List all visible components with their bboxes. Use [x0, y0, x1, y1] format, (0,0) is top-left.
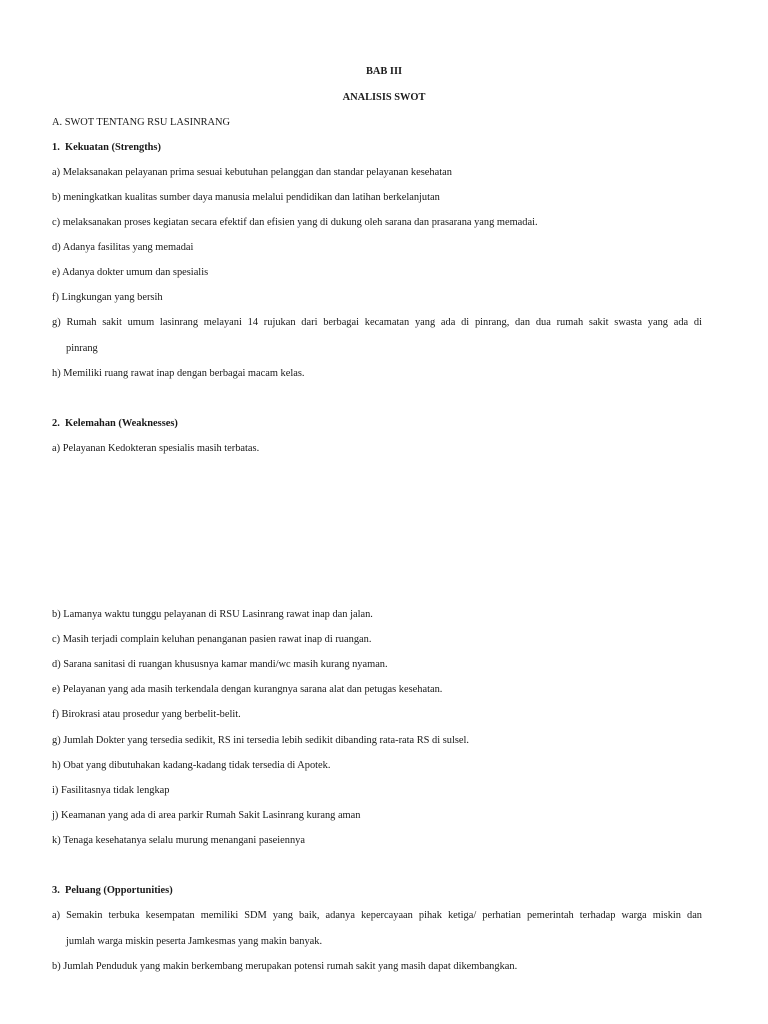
- item-text: Melaksanakan pelayanan prima sesuai kebutuhan pelanggan dan standar pelayanan kesehatan: [62, 167, 452, 178]
- item-text: Birokrasi atau prosedur yang berbelit-belit.: [61, 709, 241, 720]
- item-text: Memiliki ruang rawat inap dengan berbagai macam kelas.: [63, 368, 305, 379]
- list-item: [52, 168, 452, 178]
- list-item: [52, 660, 388, 670]
- item-label: b): [52, 609, 61, 620]
- item-label: a): [52, 443, 61, 454]
- chapter-title: BAB III: [365, 66, 403, 77]
- item-text: Lingkungan yang bersih: [61, 292, 163, 303]
- item-label: g): [52, 735, 61, 746]
- item-text: Lamanya waktu tunggu pelayanan di RSU Lasinrang rawat inap dan jalan.: [63, 609, 373, 620]
- item-text: Masih terjadi complain keluhan penanganan pasien rawat inap di ruangan.: [62, 634, 372, 645]
- opportunities-heading: [52, 886, 173, 896]
- list-item: [52, 685, 442, 695]
- item-label: e): [52, 684, 61, 695]
- list-item-continuation: jumlah warga miskin peserta Jamkesmas yang makin banyak.: [66, 936, 323, 947]
- item-label: c): [52, 217, 61, 228]
- item-text: melaksanakan proses kegiatan secara efektif dan efisien yang di dukung oleh sarana dan prasarana yang memadai.: [62, 217, 538, 228]
- heading-number: 1.: [52, 142, 60, 153]
- item-label: f): [52, 292, 59, 303]
- list-item: [52, 218, 538, 228]
- list-item: [52, 318, 702, 328]
- list-item: [52, 268, 208, 278]
- list-item: [52, 635, 371, 645]
- item-text: Obat yang dibutuhakan kadang-kadang tidak tersedia di Apotek.: [63, 760, 331, 771]
- item-label: d): [52, 242, 61, 253]
- item-text: Jumlah Penduduk yang makin berkembang merupakan potensi rumah sakit yang masih dapat dikembangkan.: [63, 961, 518, 972]
- list-item: [52, 293, 163, 303]
- item-label: h): [52, 368, 61, 379]
- item-text: Keamanan yang ada di area parkir Rumah Sakit Lasinrang kurang aman: [60, 810, 361, 821]
- item-text: Rumah sakit umum lasinrang melayani 14 rujukan dari berbagai kecamatan yang ada di pinrang, dan dua rumah sakit swasta yang ada di: [66, 317, 703, 328]
- section-heading: A. SWOT TENTANG RSU LASINRANG: [52, 117, 231, 128]
- weaknesses-heading: [52, 419, 178, 429]
- item-label: j): [52, 810, 59, 821]
- item-label: i): [52, 785, 59, 796]
- heading-text: Kelemahan (Weaknesses): [65, 418, 178, 429]
- item-label: e): [52, 267, 61, 278]
- item-label: a): [52, 910, 61, 921]
- item-text: Semakin terbuka kesempatan memiliki SDM yang baik, adanya kepercayaan pihak ketiga/ perhatian pemerintah terhadap warga miskin dan: [66, 910, 702, 921]
- list-item: [52, 761, 330, 771]
- heading-number: 3.: [52, 885, 60, 896]
- item-label: c): [52, 634, 61, 645]
- list-item: [52, 193, 440, 203]
- item-text: Fasilitasnya tidak lengkap: [60, 785, 170, 796]
- list-item: [52, 710, 241, 720]
- item-label: f): [52, 709, 59, 720]
- item-text: Adanya dokter umum dan spesialis: [62, 267, 209, 278]
- item-label: b): [52, 961, 61, 972]
- heading-text: Peluang (Opportunities): [65, 885, 173, 896]
- list-item: [52, 369, 304, 379]
- list-item: [52, 736, 469, 746]
- heading-number: 2.: [52, 418, 60, 429]
- item-text: Jumlah Dokter yang tersedia sedikit, RS ini tersedia lebih sedikit dibanding rata-rata RS di sulsel.: [63, 735, 469, 746]
- list-item: [52, 962, 517, 972]
- list-item: [52, 243, 193, 253]
- item-text: Sarana sanitasi di ruangan khususnya kamar mandi/wc masih kurang nyaman.: [63, 659, 388, 670]
- list-item: [52, 811, 360, 821]
- item-label: d): [52, 659, 61, 670]
- list-item: [52, 610, 373, 620]
- heading-text: Kekuatan (Strengths): [65, 142, 161, 153]
- item-label: b): [52, 192, 61, 203]
- document-title: ANALISIS SWOT: [342, 92, 426, 103]
- strengths-heading: [52, 143, 161, 153]
- item-text: Pelayanan yang ada masih terkendala dengan kurangnya sarana alat dan petugas kesehatan.: [62, 684, 443, 695]
- list-item-continuation: pinrang: [66, 343, 98, 354]
- item-label: a): [52, 167, 61, 178]
- list-item: [52, 836, 305, 846]
- list-item: [52, 911, 702, 921]
- item-label: g): [52, 317, 61, 328]
- item-text: meningkatkan kualitas sumber daya manusia melalui pendidikan dan latihan berkelanjutan: [63, 192, 440, 203]
- item-label: k): [52, 835, 61, 846]
- item-label: h): [52, 760, 61, 771]
- list-item: [52, 444, 259, 454]
- item-text: Adanya fasilitas yang memadai: [62, 242, 194, 253]
- list-item: [52, 786, 169, 796]
- item-text: Tenaga kesehatanya selalu murung menangani paseiennya: [63, 835, 305, 846]
- item-text: Pelayanan Kedokteran spesialis masih terbatas.: [62, 443, 260, 454]
